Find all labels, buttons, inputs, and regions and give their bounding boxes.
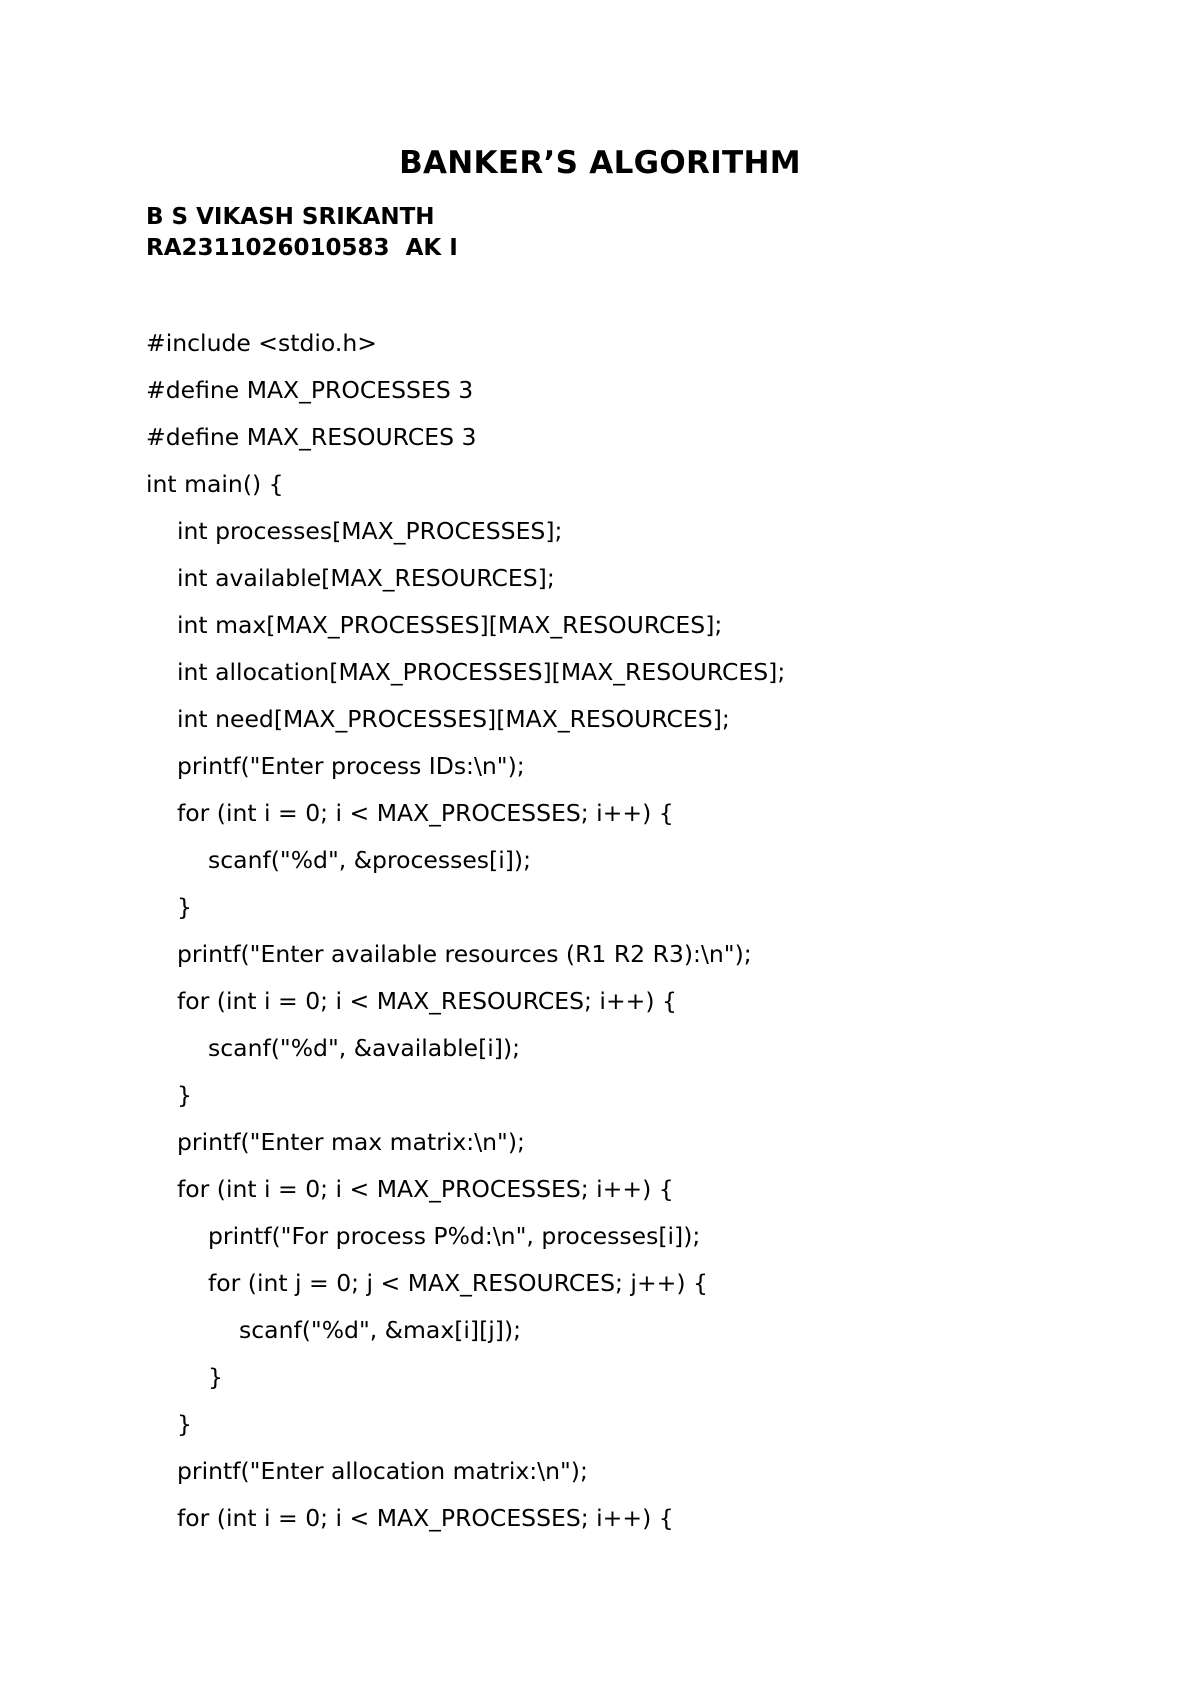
code-line: #define MAX_PROCESSES 3 xyxy=(146,376,474,404)
code-line: int main() { xyxy=(146,470,284,498)
code-line: } xyxy=(177,1081,192,1109)
author-name: B S VIKASH SRIKANTH xyxy=(146,204,435,230)
code-line: scanf("%d", &max[i][j]); xyxy=(239,1316,522,1344)
code-line: for (int j = 0; j < MAX_RESOURCES; j++) { xyxy=(208,1269,708,1297)
code-line: } xyxy=(177,1410,192,1438)
code-line: printf("Enter available resources (R1 R2 R3):\n"); xyxy=(177,940,752,968)
page-title: BANKER’S ALGORITHM xyxy=(399,145,801,181)
code-line: int need[MAX_PROCESSES][MAX_RESOURCES]; xyxy=(177,705,730,733)
code-line: for (int i = 0; i < MAX_PROCESSES; i++) { xyxy=(177,1175,674,1203)
code-line: int allocation[MAX_PROCESSES][MAX_RESOURCES]; xyxy=(177,658,786,686)
code-line: } xyxy=(177,893,192,921)
code-block xyxy=(146,320,785,1542)
code-line: #define MAX_RESOURCES 3 xyxy=(146,423,477,451)
code-line: scanf("%d", &available[i]); xyxy=(208,1034,521,1062)
code-line: int processes[MAX_PROCESSES]; xyxy=(177,517,563,545)
code-line: for (int i = 0; i < MAX_PROCESSES; i++) { xyxy=(177,799,674,827)
code-line: #include <stdio.h> xyxy=(146,329,377,357)
code-line: for (int i = 0; i < MAX_RESOURCES; i++) { xyxy=(177,987,677,1015)
code-line: printf("For process P%d:\n", processes[i]); xyxy=(208,1222,701,1250)
code-line: int available[MAX_RESOURCES]; xyxy=(177,564,555,592)
code-line: printf("Enter allocation matrix:\n"); xyxy=(177,1457,588,1485)
code-line: int max[MAX_PROCESSES][MAX_RESOURCES]; xyxy=(177,611,723,639)
author-id: RA2311026010583 AK I xyxy=(146,235,458,261)
code-line: printf("Enter process IDs:\n"); xyxy=(177,752,525,780)
code-line: } xyxy=(208,1363,223,1391)
code-line: printf("Enter max matrix:\n"); xyxy=(177,1128,525,1156)
code-line: scanf("%d", &processes[i]); xyxy=(208,846,531,874)
code-line: for (int i = 0; i < MAX_PROCESSES; i++) { xyxy=(177,1504,674,1532)
